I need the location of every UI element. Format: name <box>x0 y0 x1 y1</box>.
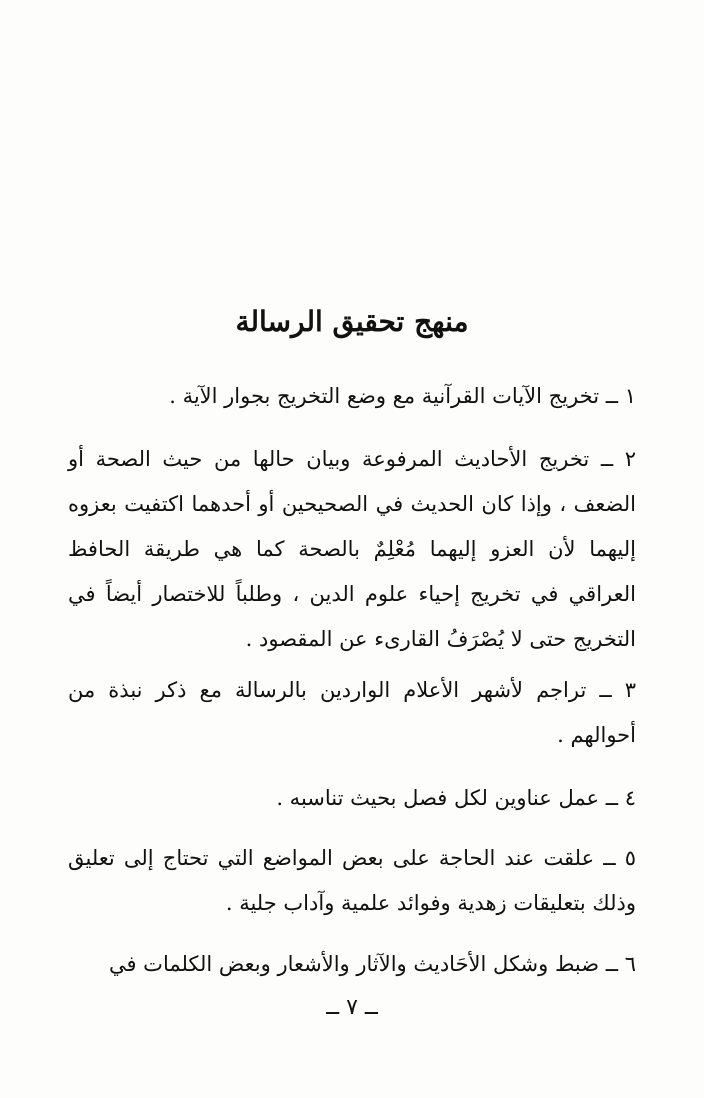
list-item: ٣ ــ تراجم لأشهر الأعلام الواردين بالرسالة مع ذكر نبذة من أحوالهم . <box>68 678 636 747</box>
list-item: ٢ ــ تخريج الأحاديث المرفوعة وبيان حالها من حيث الصحة أو الضعف ، وإذا كان الحديث في الصحيحين أو أحدهما اكتفيت بعزوه إليهما لأن العزو إليهما مُعْلِمٌ بالصحة كما هي طريقة الحافظ العراقي في تخريج إحياء علوم الدين ، وطلباً للاختصار أيضاً في التخريج حتى لا يُصْرَفُ القارىء عن المقصود . <box>68 447 636 651</box>
list-item: ٤ ــ عمل عناوين لكل فصل بحيث تناسبه . <box>276 786 636 810</box>
list-item: ١ ــ تخريج الآيات القرآنية مع وضع التخريج بجوار الآية . <box>169 384 636 408</box>
list-item: ٥ ــ علقت عند الحاجة على بعض المواضع التي تحتاج إلى تعليق وذلك بتعليقات زهدية وفوائد علمية وآداب جلية . <box>68 846 636 915</box>
page-title: منهج تحقيق الرسالة <box>235 305 469 338</box>
page-number: ــ ٧ ــ <box>326 995 378 1020</box>
list-item: ٦ ــ ضبط وشكل الأحَاديث والآثار والأشعار وبعض الكلمات في <box>108 952 636 976</box>
